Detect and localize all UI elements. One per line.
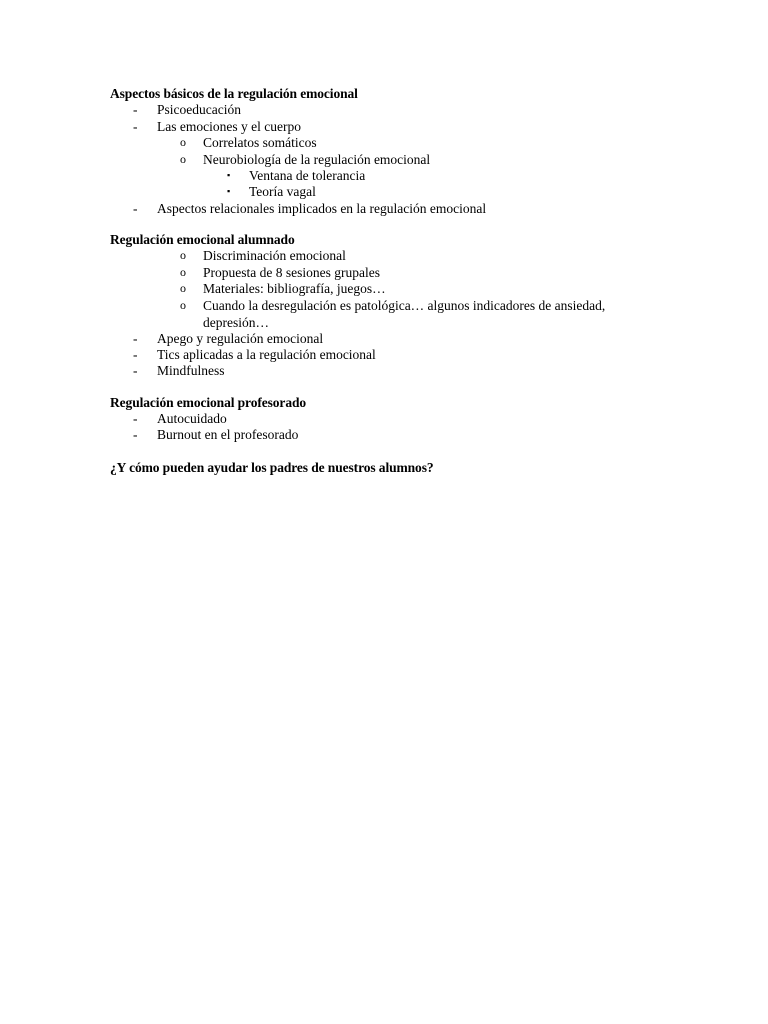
circle-bullet: o [180, 135, 186, 149]
circle-bullet: o [180, 152, 186, 166]
dash-bullet: - [133, 102, 138, 117]
list-item-apego: Apego y regulación emocional [157, 331, 324, 346]
circle-bullet: o [180, 281, 186, 295]
list-item-desregulacion-continuation: depresión… [203, 315, 269, 330]
dash-bullet: - [133, 201, 138, 216]
dash-bullet: - [133, 119, 138, 134]
dash-bullet: - [133, 363, 138, 378]
list-item-psicoeducacion: Psicoeducación [157, 102, 241, 117]
list-item-emociones-cuerpo: Las emociones y el cuerpo [157, 119, 301, 134]
list-item-correlatos: Correlatos somáticos [203, 135, 317, 150]
list-item-ventana: Ventana de tolerancia [249, 168, 366, 183]
list-item-desregulacion: Cuando la desregulación es patológica… algunos indicadores de ansiedad, [203, 298, 606, 313]
list-item-neurobiologia: Neurobiología de la regulación emocional [203, 152, 431, 167]
square-bullet: ▪ [227, 170, 231, 180]
section-heading-alumnado: Regulación emocional alumnado [110, 232, 295, 247]
list-item-discriminacion: Discriminación emocional [203, 248, 346, 263]
dash-bullet: - [133, 427, 138, 442]
list-item-autocuidado: Autocuidado [157, 411, 227, 426]
list-item-tics: Tics aplicadas a la regulación emocional [157, 347, 376, 362]
square-bullet: ▪ [227, 186, 231, 196]
section-heading-profesorado: Regulación emocional profesorado [110, 395, 307, 410]
list-item-teoria-vagal: Teoría vagal [249, 184, 316, 199]
circle-bullet: o [180, 248, 186, 262]
list-item-burnout: Burnout en el profesorado [157, 427, 299, 442]
closing-question: ¿Y cómo pueden ayudar los padres de nuestros alumnos? [110, 460, 434, 475]
dash-bullet: - [133, 331, 138, 346]
dash-bullet: - [133, 347, 138, 362]
list-item-materiales: Materiales: bibliografía, juegos… [203, 281, 386, 296]
circle-bullet: o [180, 265, 186, 279]
list-item-propuesta: Propuesta de 8 sesiones grupales [203, 265, 380, 280]
section-heading-aspectos-basicos: Aspectos básicos de la regulación emocional [110, 86, 358, 101]
dash-bullet: - [133, 411, 138, 426]
list-item-mindfulness: Mindfulness [157, 363, 225, 378]
list-item-aspectos-relacionales: Aspectos relacionales implicados en la regulación emocional [157, 201, 487, 216]
circle-bullet: o [180, 298, 186, 312]
